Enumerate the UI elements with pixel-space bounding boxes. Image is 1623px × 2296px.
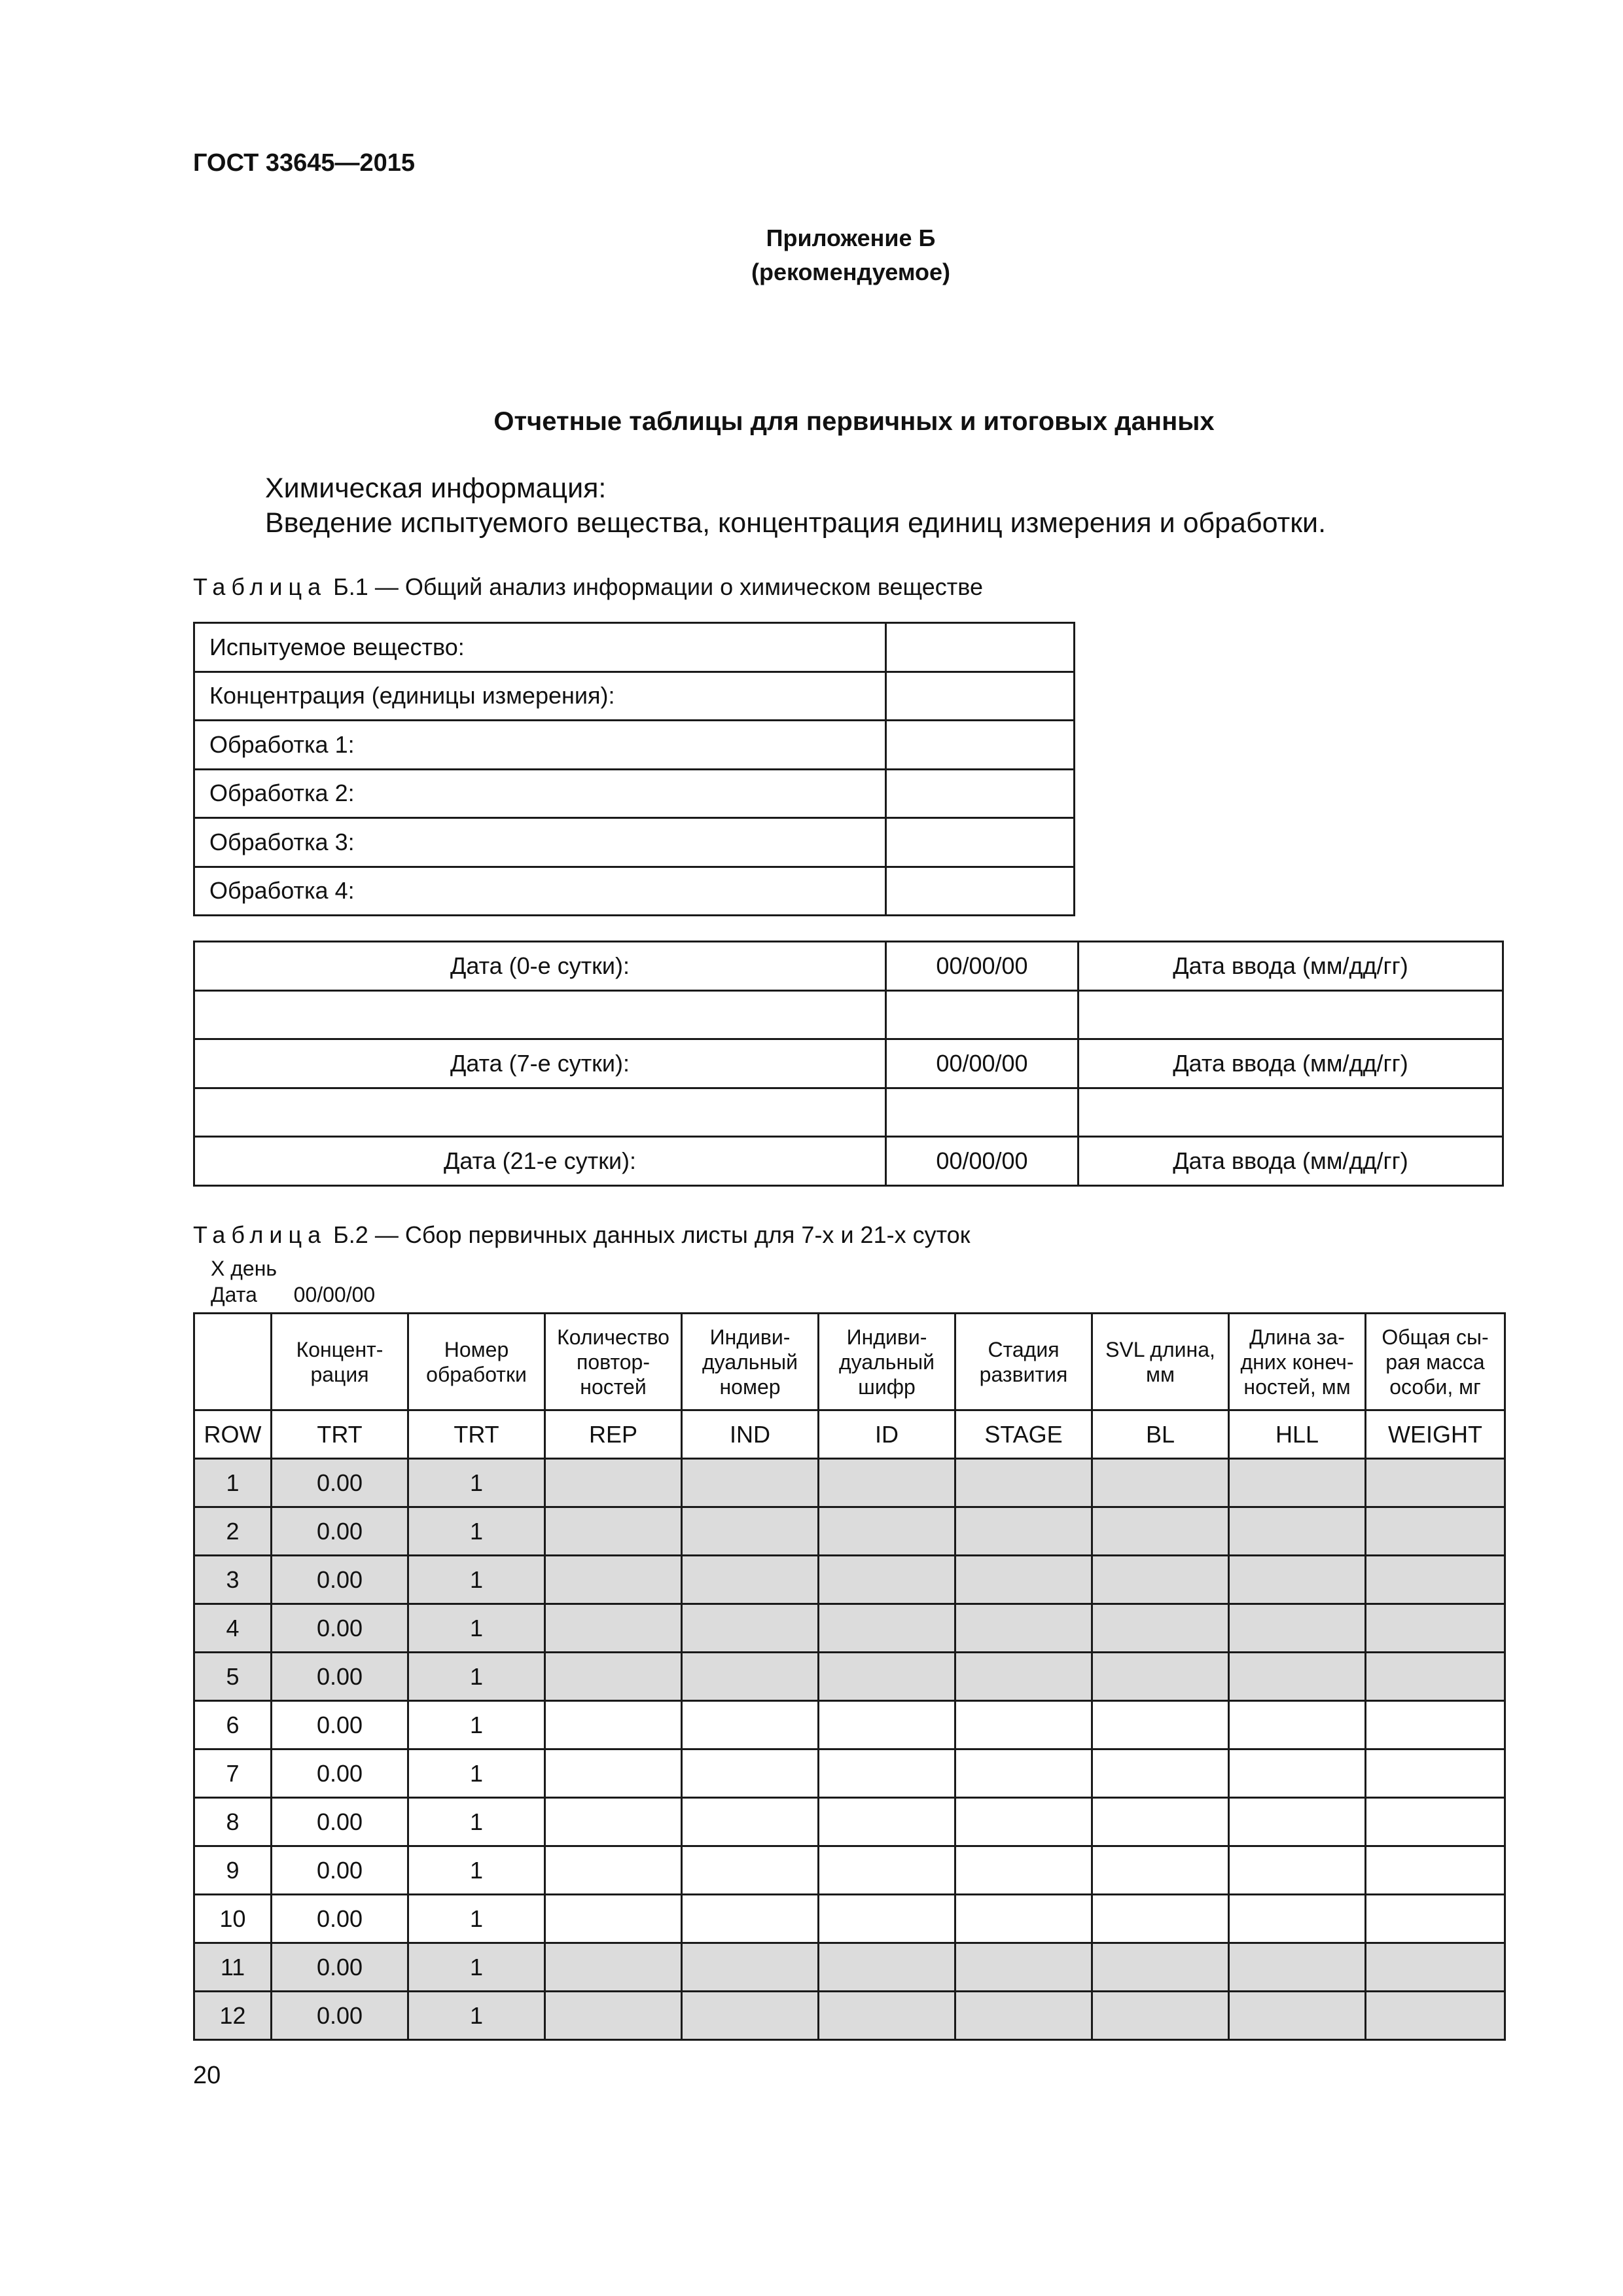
column-code: TRT <box>272 1410 408 1459</box>
concentration-cell: 0.00 <box>272 1798 408 1846</box>
input-cell[interactable] <box>1229 1798 1366 1846</box>
table-row <box>194 1943 1505 1992</box>
input-cell[interactable] <box>1092 1798 1229 1846</box>
input-cell[interactable] <box>955 1701 1092 1749</box>
input-cell[interactable] <box>819 1507 955 1556</box>
table-row <box>194 867 1075 916</box>
input-cell[interactable] <box>955 1507 1092 1556</box>
input-cell[interactable] <box>1092 1507 1229 1556</box>
intro-line-1: Химическая информация: <box>265 473 607 504</box>
date-label: Дата <box>211 1283 257 1306</box>
input-cell[interactable] <box>955 1798 1092 1846</box>
input-cell[interactable] <box>819 1749 955 1798</box>
primary-data-table <box>193 1312 1506 2041</box>
row-number: 1 <box>194 1459 272 1507</box>
dates-table <box>193 941 1504 1187</box>
table2-caption-text: Б.2 — Сбор первичных данных листы для 7-х и 21-х суток <box>333 1221 971 1248</box>
table1-caption-text: Б.1 — Общий анализ информации о химическом веществе <box>333 573 984 600</box>
input-cell[interactable] <box>1366 1798 1505 1846</box>
input-cell[interactable] <box>1366 1604 1505 1653</box>
input-cell[interactable] <box>682 1846 819 1895</box>
input-cell[interactable] <box>1229 1895 1366 1943</box>
column-title: Количество повтор- ностей <box>545 1314 682 1410</box>
xday-label: X день <box>211 1257 277 1280</box>
input-cell[interactable] <box>819 1943 955 1992</box>
concentration-cell: 0.00 <box>272 1943 408 1992</box>
row-number: 6 <box>194 1701 272 1749</box>
column-code: ID <box>819 1410 955 1459</box>
input-cell[interactable] <box>1366 1653 1505 1701</box>
date-row-label: Дата (0-е сутки): <box>194 942 886 991</box>
concentration-cell: 0.00 <box>272 1604 408 1653</box>
input-cell[interactable] <box>819 1992 955 2040</box>
input-cell[interactable] <box>682 1798 819 1846</box>
table-row <box>194 818 1075 867</box>
column-title: Концент- рация <box>272 1314 408 1410</box>
input-cell[interactable] <box>955 1556 1092 1604</box>
header-row <box>194 1314 1505 1410</box>
section-title: Отчетные таблицы для первичных и итоговых данных <box>493 407 1215 436</box>
table-row <box>194 1507 1505 1556</box>
input-cell[interactable] <box>545 1992 682 2040</box>
input-cell[interactable] <box>1229 1459 1366 1507</box>
treatment-number-cell: 1 <box>408 1992 545 2040</box>
column-code: REP <box>545 1410 682 1459</box>
input-cell[interactable] <box>545 1895 682 1943</box>
table-row <box>194 1459 1505 1507</box>
input-cell[interactable] <box>545 1653 682 1701</box>
treatment-number-cell: 1 <box>408 1895 545 1943</box>
input-cell[interactable] <box>1366 1846 1505 1895</box>
input-cell[interactable] <box>955 1459 1092 1507</box>
appendix-title: Приложение Б <box>766 224 936 251</box>
input-cell[interactable] <box>1092 1749 1229 1798</box>
treatment-number-cell: 1 <box>408 1943 545 1992</box>
row-number: 8 <box>194 1798 272 1846</box>
table-row <box>194 1088 1503 1137</box>
table-row <box>194 1604 1505 1653</box>
table-row <box>194 623 1075 672</box>
concentration-cell: 0.00 <box>272 1992 408 2040</box>
date-row-note: Дата ввода (мм/дд/гг) <box>1079 942 1503 991</box>
input-cell[interactable] <box>1229 1992 1366 2040</box>
column-title: Индиви- дуальный номер <box>682 1314 819 1410</box>
row-number: 7 <box>194 1749 272 1798</box>
xday-block <box>211 1255 375 1308</box>
input-cell[interactable] <box>682 1895 819 1943</box>
date-row-label <box>194 990 886 1039</box>
input-cell[interactable] <box>1229 1556 1366 1604</box>
date-row-value <box>886 1088 1079 1137</box>
intro-line-2: Введение испытуемого вещества, концентрация единиц измерения и обработки. <box>265 507 1327 539</box>
input-cell[interactable] <box>819 1895 955 1943</box>
input-cell[interactable] <box>545 1943 682 1992</box>
info-label: Обработка 2: <box>194 769 886 818</box>
input-cell[interactable] <box>1366 1507 1505 1556</box>
table-row <box>194 1846 1505 1895</box>
treatment-number-cell: 1 <box>408 1798 545 1846</box>
info-value <box>886 818 1075 867</box>
input-cell[interactable] <box>1092 1943 1229 1992</box>
column-code: STAGE <box>955 1410 1092 1459</box>
input-cell[interactable] <box>1092 1556 1229 1604</box>
input-cell[interactable] <box>682 1556 819 1604</box>
column-title: Номер обработки <box>408 1314 545 1410</box>
input-cell[interactable] <box>682 1507 819 1556</box>
info-label: Обработка 1: <box>194 721 886 770</box>
input-cell[interactable] <box>1366 1459 1505 1507</box>
concentration-cell: 0.00 <box>272 1895 408 1943</box>
input-cell[interactable] <box>1366 1749 1505 1798</box>
row-number: 12 <box>194 1992 272 2040</box>
table1-caption-prefix: Таблица <box>193 573 327 600</box>
input-cell[interactable] <box>545 1798 682 1846</box>
column-title: Общая сы- рая масса особи, мг <box>1366 1314 1505 1410</box>
input-cell[interactable] <box>819 1701 955 1749</box>
input-cell[interactable] <box>682 1992 819 2040</box>
table2-caption <box>193 1221 970 1249</box>
date-row-value: 00/00/00 <box>886 1039 1079 1088</box>
concentration-cell: 0.00 <box>272 1701 408 1749</box>
row-number: 11 <box>194 1943 272 1992</box>
info-label: Обработка 4: <box>194 867 886 916</box>
column-code: HLL <box>1229 1410 1366 1459</box>
column-title: SVL длина, мм <box>1092 1314 1229 1410</box>
input-cell[interactable] <box>1229 1653 1366 1701</box>
treatment-number-cell: 1 <box>408 1653 545 1701</box>
concentration-cell: 0.00 <box>272 1556 408 1604</box>
info-value <box>886 623 1075 672</box>
concentration-cell: 0.00 <box>272 1749 408 1798</box>
table-row <box>194 721 1075 770</box>
input-cell[interactable] <box>955 1943 1092 1992</box>
input-cell[interactable] <box>545 1556 682 1604</box>
table-row <box>194 1653 1505 1701</box>
input-cell[interactable] <box>682 1459 819 1507</box>
input-cell[interactable] <box>955 1846 1092 1895</box>
input-cell[interactable] <box>1366 1701 1505 1749</box>
input-cell[interactable] <box>819 1653 955 1701</box>
input-cell[interactable] <box>1229 1604 1366 1653</box>
info-value <box>886 769 1075 818</box>
info-label: Концентрация (единицы измерения): <box>194 672 886 721</box>
treatment-number-cell: 1 <box>408 1556 545 1604</box>
concentration-cell: 0.00 <box>272 1846 408 1895</box>
column-code: ROW <box>194 1410 272 1459</box>
column-title: Стадия развития <box>955 1314 1092 1410</box>
date-row-label: Дата (21-е сутки): <box>194 1137 886 1186</box>
date-row-label: Дата (7-е сутки): <box>194 1039 886 1088</box>
input-cell[interactable] <box>955 1992 1092 2040</box>
input-cell[interactable] <box>682 1653 819 1701</box>
input-cell[interactable] <box>682 1604 819 1653</box>
input-cell[interactable] <box>1092 1604 1229 1653</box>
date-row-note <box>1079 1088 1503 1137</box>
input-cell[interactable] <box>819 1459 955 1507</box>
input-cell[interactable] <box>1092 1653 1229 1701</box>
input-cell[interactable] <box>819 1798 955 1846</box>
date-row-value <box>886 990 1079 1039</box>
column-code: WEIGHT <box>1366 1410 1505 1459</box>
table-row <box>194 1556 1505 1604</box>
column-code: IND <box>682 1410 819 1459</box>
input-cell[interactable] <box>682 1701 819 1749</box>
input-cell[interactable] <box>955 1653 1092 1701</box>
input-cell[interactable] <box>545 1846 682 1895</box>
treatment-number-cell: 1 <box>408 1507 545 1556</box>
column-title <box>194 1314 272 1410</box>
code-row <box>194 1410 1505 1459</box>
row-number: 3 <box>194 1556 272 1604</box>
input-cell[interactable] <box>819 1556 955 1604</box>
input-cell[interactable] <box>545 1604 682 1653</box>
input-cell[interactable] <box>1366 1556 1505 1604</box>
standard-number: ГОСТ 33645—2015 <box>193 149 416 177</box>
input-cell[interactable] <box>682 1749 819 1798</box>
input-cell[interactable] <box>545 1749 682 1798</box>
table-row <box>194 990 1503 1039</box>
input-cell[interactable] <box>1092 1459 1229 1507</box>
table2-caption-prefix: Таблица <box>193 1221 327 1248</box>
input-cell[interactable] <box>1229 1701 1366 1749</box>
input-cell[interactable] <box>682 1943 819 1992</box>
table-row <box>194 769 1075 818</box>
table-row <box>194 1039 1503 1088</box>
row-number: 4 <box>194 1604 272 1653</box>
input-cell[interactable] <box>1092 1701 1229 1749</box>
input-cell[interactable] <box>1229 1749 1366 1798</box>
table1-caption <box>193 573 983 601</box>
date-row-note <box>1079 990 1503 1039</box>
table-row <box>194 1798 1505 1846</box>
table-row <box>194 672 1075 721</box>
info-value <box>886 721 1075 770</box>
row-number: 10 <box>194 1895 272 1943</box>
row-number: 9 <box>194 1846 272 1895</box>
input-cell[interactable] <box>1092 1992 1229 2040</box>
table-row <box>194 942 1503 991</box>
column-title: Длина за- дних конеч- ностей, мм <box>1229 1314 1366 1410</box>
input-cell[interactable] <box>1229 1943 1366 1992</box>
input-cell[interactable] <box>955 1749 1092 1798</box>
info-value <box>886 672 1075 721</box>
column-title: Индиви- дуальный шифр <box>819 1314 955 1410</box>
column-code: BL <box>1092 1410 1229 1459</box>
concentration-cell: 0.00 <box>272 1459 408 1507</box>
table-row <box>194 1895 1505 1943</box>
appendix-type: (рекомендуемое) <box>751 259 950 285</box>
input-cell[interactable] <box>1092 1846 1229 1895</box>
input-cell[interactable] <box>545 1459 682 1507</box>
row-number: 2 <box>194 1507 272 1556</box>
concentration-cell: 0.00 <box>272 1507 408 1556</box>
page-number: 20 <box>193 2062 221 2089</box>
date-row-value: 00/00/00 <box>886 942 1079 991</box>
input-cell[interactable] <box>1229 1846 1366 1895</box>
date-row-value: 00/00/00 <box>886 1137 1079 1186</box>
table-row <box>194 1749 1505 1798</box>
info-label: Обработка 3: <box>194 818 886 867</box>
input-cell[interactable] <box>1092 1895 1229 1943</box>
info-value <box>886 867 1075 916</box>
treatment-number-cell: 1 <box>408 1749 545 1798</box>
concentration-cell: 0.00 <box>272 1653 408 1701</box>
input-cell[interactable] <box>1366 1992 1505 2040</box>
date-value: 00/00/00 <box>293 1283 376 1306</box>
input-cell[interactable] <box>1366 1895 1505 1943</box>
row-number: 5 <box>194 1653 272 1701</box>
input-cell[interactable] <box>955 1604 1092 1653</box>
substance-info-table <box>193 622 1075 916</box>
input-cell[interactable] <box>545 1507 682 1556</box>
column-code: TRT <box>408 1410 545 1459</box>
input-cell[interactable] <box>545 1701 682 1749</box>
input-cell[interactable] <box>819 1604 955 1653</box>
date-row-note: Дата ввода (мм/дд/гг) <box>1079 1137 1503 1186</box>
input-cell[interactable] <box>1229 1507 1366 1556</box>
input-cell[interactable] <box>955 1895 1092 1943</box>
date-row-note: Дата ввода (мм/дд/гг) <box>1079 1039 1503 1088</box>
info-label: Испытуемое вещество: <box>194 623 886 672</box>
table-row <box>194 1137 1503 1186</box>
input-cell[interactable] <box>819 1846 955 1895</box>
treatment-number-cell: 1 <box>408 1604 545 1653</box>
treatment-number-cell: 1 <box>408 1701 545 1749</box>
date-row-label <box>194 1088 886 1137</box>
table-row <box>194 1992 1505 2040</box>
treatment-number-cell: 1 <box>408 1846 545 1895</box>
input-cell[interactable] <box>1366 1943 1505 1992</box>
treatment-number-cell: 1 <box>408 1459 545 1507</box>
table-row <box>194 1701 1505 1749</box>
